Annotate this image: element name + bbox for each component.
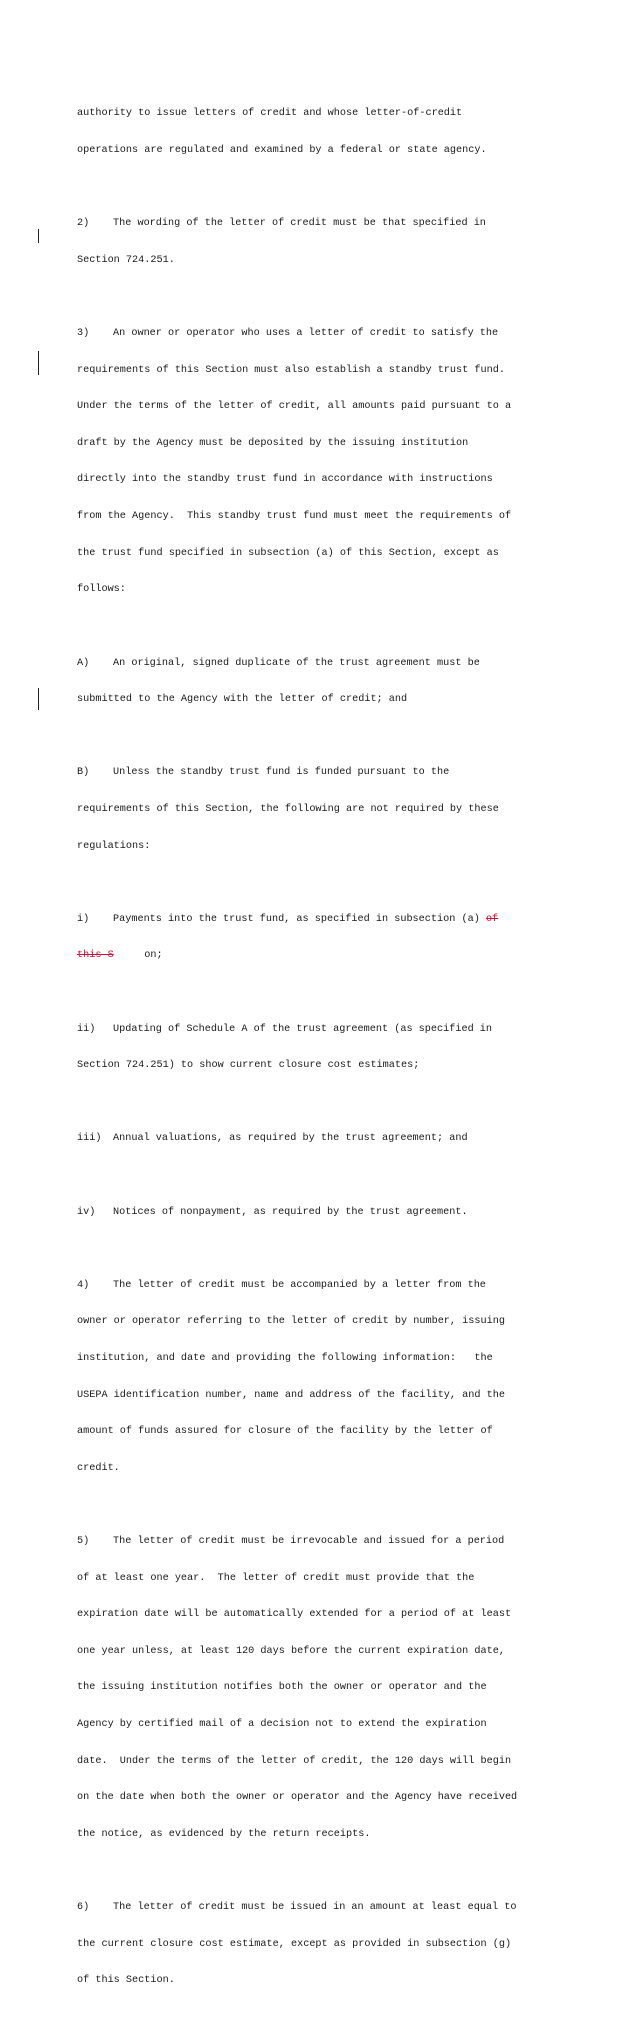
text-line: expiration date will be automatically extended for a period of at least: [77, 1609, 512, 1621]
revision-bar: [38, 351, 39, 375]
text-line: [77, 218, 547, 230]
text-line: operations are regulated and examined by a federal or state agency.: [77, 145, 487, 157]
text-span: Unless the standby trust fund is funded pursuant to the: [113, 767, 450, 779]
text-line: Section 724.251) to show current closure cost estimates;: [77, 1060, 420, 1072]
text-line: Under the terms of the letter of credit, all amounts paid pursuant to a: [77, 401, 512, 413]
text-line: USEPA identification number, name and address of the facility, and the: [77, 1389, 505, 1401]
text-span: An owner or operator who uses a letter of credit to satisfy the: [113, 328, 499, 340]
text-line: date. Under the terms of the letter of credit, the 120 days will begin: [77, 1755, 512, 1767]
paragraph-iii: [77, 1109, 547, 1170]
paragraph-6: [77, 1878, 547, 2012]
struck-text: of: [485, 913, 499, 925]
text-line: the issuing institution notifies both the owner or operator and the: [77, 1682, 487, 1694]
text-line: the current closure cost estimate, except as provided in subsection (g): [77, 1938, 518, 1950]
text-span: The letter of credit must be issued in an amount at least equal to: [113, 1902, 517, 1914]
paragraph-label: B): [77, 767, 90, 779]
text-span: Payments into the trust fund, as specified in subsection (a): [113, 913, 480, 925]
paragraph-2: [77, 194, 547, 292]
text-line: from the Agency. This standby trust fund must meet the requirements of: [77, 511, 512, 523]
struck-text: this S: [77, 950, 114, 962]
paragraph-ii: [77, 999, 547, 1097]
text-line: requirements of this Section must also establish a standby trust fund.: [77, 364, 505, 376]
paragraph-label: A): [77, 657, 90, 669]
paragraph-iv: [77, 1182, 547, 1243]
text-line: institution, and date and providing the following information: the: [77, 1352, 493, 1364]
text-line: requirements of this Section, the following are not required by these: [77, 803, 499, 815]
text-line: follows:: [77, 584, 126, 596]
paragraph-3: [77, 304, 547, 621]
text-span: The wording of the letter of credit must be that specified in: [113, 218, 486, 230]
text-line: Section 724.251.: [77, 254, 175, 266]
paragraph-A: [77, 633, 547, 731]
text-line: the notice, as evidenced by the return receipts.: [77, 1828, 371, 1840]
paragraph-4: [77, 1255, 547, 1499]
text-line: credit.: [77, 1462, 120, 1474]
paragraph-i: [77, 889, 547, 987]
text-line: one year unless, at least 120 days before the current expiration date,: [77, 1645, 505, 1657]
text-line: amount of funds assured for closure of the facility by the letter of: [77, 1426, 493, 1438]
text-line: [77, 328, 547, 340]
text-line: of this Section.: [77, 1975, 175, 1987]
text-span: Updating of Schedule A of the trust agreement (as specified in: [113, 1023, 493, 1035]
text-line: on the date when both the owner or operator and the Agency have received: [77, 1792, 518, 1804]
text-line: [77, 1133, 547, 1145]
paragraph-label: iv): [77, 1206, 96, 1218]
text-line: [77, 1280, 547, 1292]
text-line: regulations:: [77, 840, 151, 852]
paragraph-label: ii): [77, 1023, 96, 1035]
text-line: authority to issue letters of credit and whose letter-of-credit: [77, 108, 463, 120]
text-line: Agency by certified mail of a decision not to extend the expiration: [77, 1719, 487, 1731]
text-span: on;: [144, 950, 163, 962]
text-span: The letter of credit must be accompanied by a letter from the: [113, 1279, 486, 1291]
text-line: [77, 1902, 547, 1914]
text-span: The letter of credit must be irrevocable and issued for a period: [113, 1536, 505, 1548]
paragraph-label: iii): [77, 1133, 102, 1145]
text-line: [77, 767, 547, 779]
text-line: draft by the Agency must be deposited by the issuing institution: [77, 437, 469, 449]
revision-bar: [38, 688, 39, 710]
paragraph-5: [77, 1512, 547, 1866]
text-line: [77, 1207, 547, 1219]
text-line: the trust fund specified in subsection (a) of this Section, except as: [77, 547, 499, 559]
text-span: Notices of nonpayment, as required by the trust agreement.: [113, 1206, 468, 1218]
text-line: [77, 1536, 547, 1548]
text-line: directly into the standby trust fund in accordance with instructions: [77, 474, 493, 486]
paragraph-label: 3): [77, 328, 90, 340]
text-line: owner or operator referring to the letter of credit by number, issuing: [77, 1316, 505, 1328]
paragraph-authority: [77, 84, 547, 182]
paragraph-label: 4): [77, 1279, 90, 1291]
paragraph-label: 6): [77, 1902, 90, 1914]
document-body: [77, 84, 547, 2024]
text-line: [77, 658, 547, 670]
text-line: [77, 1024, 547, 1036]
paragraph-B: [77, 743, 547, 877]
paragraph-label: 5): [77, 1536, 90, 1548]
text-line: [77, 914, 547, 926]
text-line: [77, 950, 547, 962]
paragraph-label: 2): [77, 218, 90, 230]
paragraph-label: i): [77, 913, 90, 925]
revision-bar: [38, 229, 39, 243]
text-span: An original, signed duplicate of the trust agreement must be: [113, 657, 480, 669]
text-line: submitted to the Agency with the letter of credit; and: [77, 694, 408, 706]
text-span: Annual valuations, as required by the trust agreement; and: [113, 1133, 468, 1145]
text-line: of at least one year. The letter of credit must provide that the: [77, 1572, 475, 1584]
